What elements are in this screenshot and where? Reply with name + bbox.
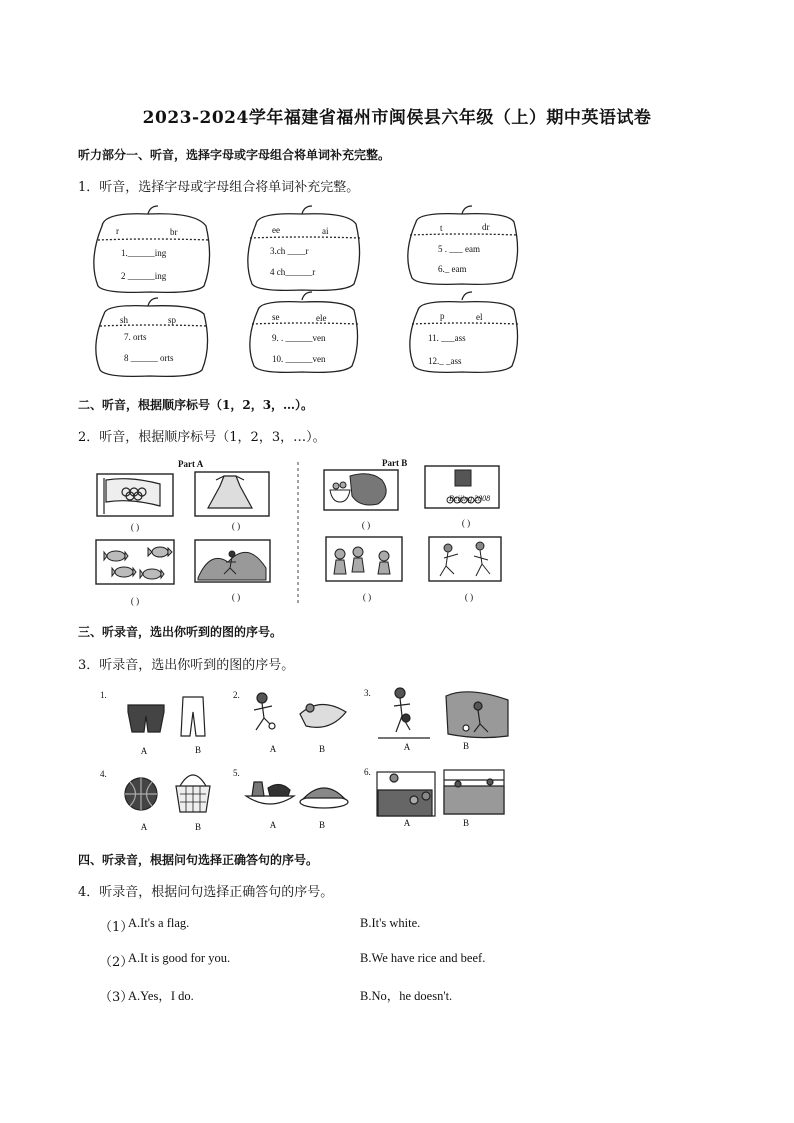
p1-opt2: br bbox=[170, 227, 178, 237]
p4-blank1: 7. orts bbox=[124, 332, 147, 342]
part-a-label: Part A bbox=[178, 459, 204, 469]
item-num-1: 1. bbox=[100, 690, 107, 700]
paren-a4: ( ) bbox=[231, 592, 241, 602]
label-b-5: B bbox=[318, 820, 325, 830]
p1-blank1: 1.______ing bbox=[121, 248, 167, 258]
item-num-5: 5. bbox=[233, 768, 240, 778]
answer-2b: B.We have rice and beef. bbox=[360, 951, 486, 965]
p2-blank1: 3.ch ____r bbox=[270, 246, 309, 256]
p3-blank1: 5 . ___ eam bbox=[438, 244, 480, 254]
item-num-2: 2. bbox=[233, 690, 240, 700]
p6-blank2: 12._ _ass bbox=[428, 356, 462, 366]
p3-blank2: 6._ eam bbox=[438, 264, 467, 274]
p4-opt1: sh bbox=[120, 315, 129, 325]
label-b-1: B bbox=[194, 745, 201, 755]
listening-header: 听力部分一、听音，选择字母或字母组合将单词补充完整。 bbox=[78, 148, 391, 162]
paren-a2: ( ) bbox=[231, 521, 241, 531]
answer-num-3: （3） bbox=[99, 990, 134, 1005]
label-a-4: A bbox=[140, 822, 148, 832]
answer-num-1: （1） bbox=[99, 920, 134, 935]
p5-opt2: ele bbox=[316, 313, 327, 323]
answer-2a: A.It is good for you. bbox=[128, 951, 231, 965]
label-a-2: A bbox=[269, 744, 277, 754]
answer-1a: A.It's a flag. bbox=[128, 916, 190, 930]
p6-blank1: 11. ___ass bbox=[428, 333, 466, 343]
label-b-3: B bbox=[462, 741, 469, 751]
p6-opt2: el bbox=[476, 312, 483, 322]
item-num-3: 3. bbox=[364, 688, 371, 698]
beijing-logo-text: Beijing 2008 bbox=[449, 494, 491, 503]
paren-b2: ( ) bbox=[461, 518, 471, 528]
p6-opt1: p bbox=[440, 311, 445, 321]
p2-opt2: ai bbox=[322, 226, 329, 236]
paren-a3: ( ) bbox=[130, 596, 140, 606]
label-b-6: B bbox=[462, 818, 469, 828]
paren-a1: ( ) bbox=[130, 522, 140, 532]
paren-b3: ( ) bbox=[362, 592, 372, 602]
p4-opt2: sp bbox=[168, 315, 177, 325]
label-a-3: A bbox=[403, 742, 411, 752]
sec4-stem: 4．听录音，根据问句选择正确答句的序号。 bbox=[78, 885, 334, 900]
paren-b1: ( ) bbox=[361, 520, 371, 530]
p2-opt1: ee bbox=[272, 225, 280, 235]
sec3-header: 三、听录音，选出你听到的图的序号。 bbox=[78, 625, 283, 639]
label-a-6: A bbox=[403, 818, 411, 828]
p1-blank2: 2 ______ing bbox=[121, 271, 167, 281]
sec3-stem: 3．听录音，选出你听到的图的序号。 bbox=[78, 658, 295, 673]
p5-blank2: 10. ______ven bbox=[272, 354, 326, 364]
label-a-1: A bbox=[140, 746, 148, 756]
sec2-stem: 2．听音，根据顺序标号（1，2，3，…）。 bbox=[78, 430, 326, 445]
answer-3a: A.Yes，I do. bbox=[128, 989, 194, 1003]
q1-stem: 1．听音，选择字母或字母组合将单词补充完整。 bbox=[78, 180, 360, 195]
p3-opt2: dr bbox=[482, 222, 490, 232]
p1-opt1: r bbox=[116, 226, 119, 236]
answer-3b: B.No，he doesn't. bbox=[360, 989, 453, 1003]
page-title: 2023-2024学年福建省福州市闽侯县六年级（上）期中英语试卷 bbox=[142, 108, 652, 128]
p3-opt1: t bbox=[440, 223, 443, 233]
answer-num-2: （2） bbox=[99, 955, 134, 970]
p2-blank2: 4 ch______r bbox=[270, 267, 316, 277]
part-b-label: Part B bbox=[382, 458, 408, 468]
item-num-6: 6. bbox=[364, 767, 371, 777]
p5-blank1: 9. . ______ven bbox=[272, 333, 326, 343]
item-num-4: 4. bbox=[100, 769, 107, 779]
p4-blank2: 8 ______ orts bbox=[124, 353, 174, 363]
paren-b4: ( ) bbox=[464, 592, 474, 602]
answer-1b: B.It's white. bbox=[360, 916, 421, 930]
sec4-header: 四、听录音，根据问句选择正确答句的序号。 bbox=[78, 853, 319, 867]
sec2-header: 二、听音，根据顺序标号（1，2，3，…）。 bbox=[78, 398, 314, 412]
label-a-5: A bbox=[269, 820, 277, 830]
label-b-2: B bbox=[318, 744, 325, 754]
p5-opt1: se bbox=[272, 312, 280, 322]
label-b-4: B bbox=[194, 822, 201, 832]
